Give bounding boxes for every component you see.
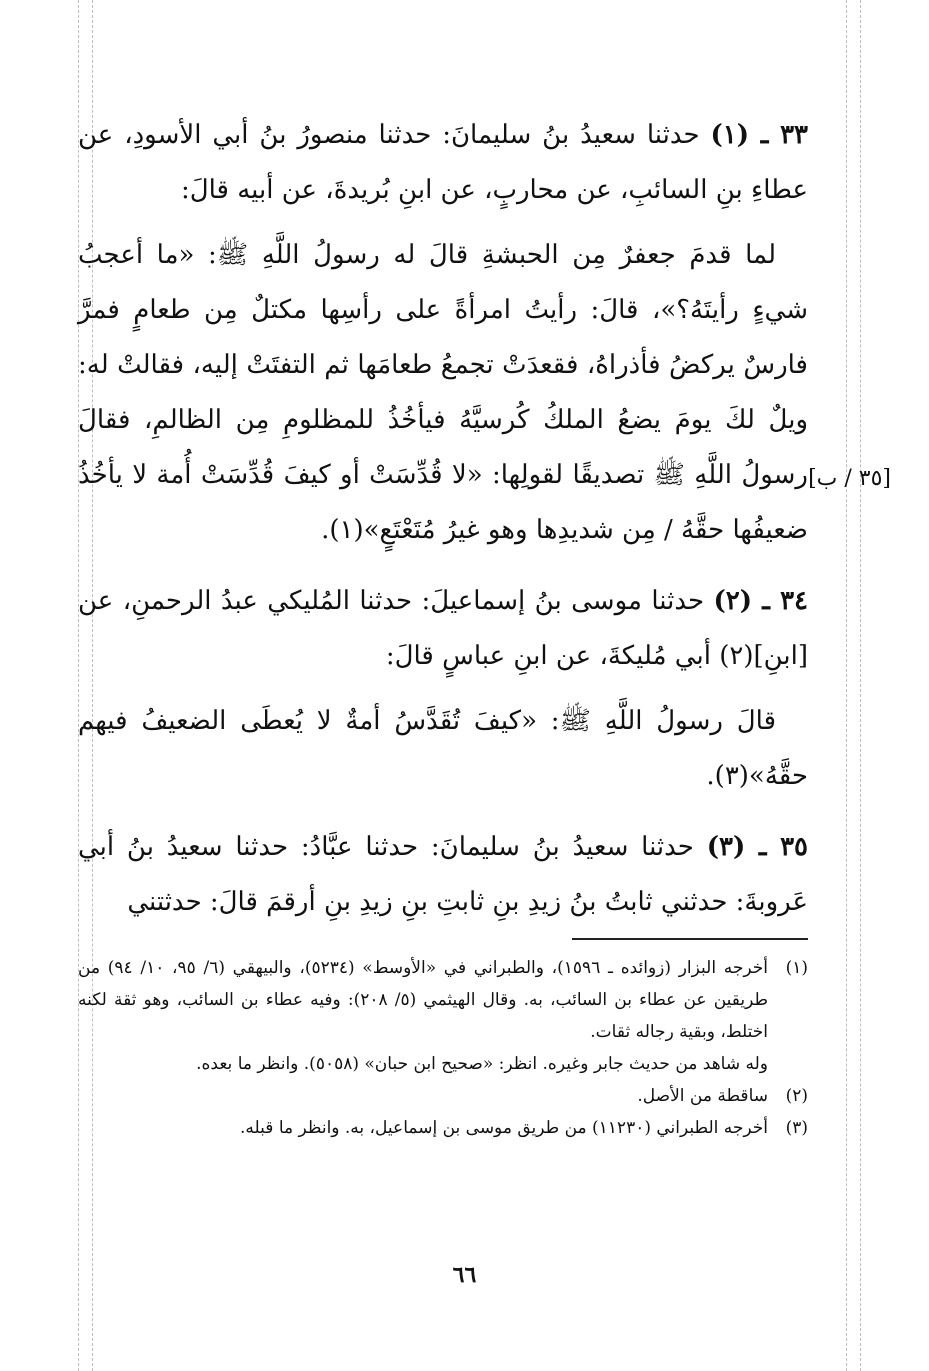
footnote-text: أخرجه البزار (زوائده ـ ١٥٩٦)، والطبراني في «الأوسط» (٥٢٣٤)، والبيهقي (٦/ ٩٥، ١٠/ ٩٤) من طريقين عن عطاء بن السائب، به. وقال الهيثمي (٥/ ٢٠٨): وفيه عطاء بن السائب، وهو ثقة لكنه اختلط، وبقية رجاله ثقات. (78, 958, 769, 1042)
hadith-33-matn: لما قدمَ جعفرٌ مِن الحبشةِ قالَ له رسولُ اللَّهِ ﷺ: «ما أعجبُ شيءٍ رأيتَهُ؟»، قالَ: رأيتُ امرأةً على رأسِها مكتلٌ مِن طعامٍ فمرَّ فارسٌ يركضُ فأذراهُ، فقعدَتْ تجمعُ طعامَها ثم التفتَتْ إليه، فقالتْ له: ويلٌ لكَ يومَ يضعُ الملكُ كُرسيَّهُ فيأخُذُ للمظلومِ مِن الظالمِ، فقالَ رسولُ اللَّهِ ﷺ تصديقًا لقولِها: «لا قُدِّسَتْ أو كيفَ قُدِّسَتْ أُمة لا يأخُذُ ضعيفُها حقَّهُ / مِن شديدِها وهو غيرُ مُتَعْتَعٍ»(١). (78, 240, 808, 545)
footnote-text: ساقطة من الأصل. (637, 1086, 768, 1106)
manuscript-folio-marker: [٣٥ / ب] (808, 466, 891, 491)
footnote-separator (572, 938, 808, 940)
hadith-33-isnad (78, 108, 808, 218)
footnote-3 (78, 1112, 808, 1144)
footnote-1-continuation: وله شاهد من حديث جابر وغيره. انظر: «صحيح ابن حبان» (٥٠٥٨). وانظر ما بعده. (196, 1054, 768, 1074)
isnad-text: حدثنا موسى بنُ إسماعيلَ: حدثنا المُليكي عبدُ الرحمنِ، عن [ابنِ](٢) أبي مُليكةَ، عن ابنِ عباسٍ قالَ: (78, 586, 808, 671)
scan-guide-line-3 (846, 0, 847, 1371)
hadith-34-matn: قالَ رسولُ اللَّهِ ﷺ: «كيفَ تُقَدَّسُ أمةٌ لا يُعطَى الضعيفُ فيهم حقَّهُ»(٣). (78, 706, 808, 791)
scan-guide-line-4 (860, 0, 861, 1371)
hadith-35-isnad (78, 820, 808, 930)
footnotes (78, 952, 808, 1144)
hadith-34-isnad (78, 574, 808, 684)
hadith-number: ٣٣ ـ (١) (710, 120, 809, 150)
footnote-text: أخرجه الطبراني (١١٢٣٠) من طريق موسى بن إسماعيل، به. وانظر ما قبله. (240, 1118, 768, 1138)
hadith-number: ٣٥ ـ (٣) (706, 832, 809, 862)
footnote-2 (78, 1080, 808, 1112)
isnad-text: حدثنا سعيدُ بنُ سليمانَ: حدثنا عبَّادُ: حدثنا سعيدُ بنُ أبي عَروبةَ: حدثني ثابتُ بنُ زيدِ بنِ ثابتِ بنِ زيدِ بنِ أرقمَ قالَ: حدثتني (78, 832, 808, 917)
footnote-number: (٣) (785, 1118, 808, 1138)
hadith-number: ٣٤ ـ (٢) (713, 586, 808, 616)
footnote-number: (١) (785, 958, 808, 978)
main-text (78, 108, 808, 940)
page-number: ٦٦ (452, 1262, 477, 1288)
footnote-number: (٢) (785, 1086, 808, 1106)
isnad-text: حدثنا سعيدُ بنُ سليمانَ: حدثنا منصورُ بنُ أبي الأسودِ، عن عطاءِ بنِ السائبِ، عن محاربٍ، عن ابنِ بُريدةَ، عن أبيه قالَ: (78, 120, 808, 205)
footnote-1 (78, 952, 808, 1048)
